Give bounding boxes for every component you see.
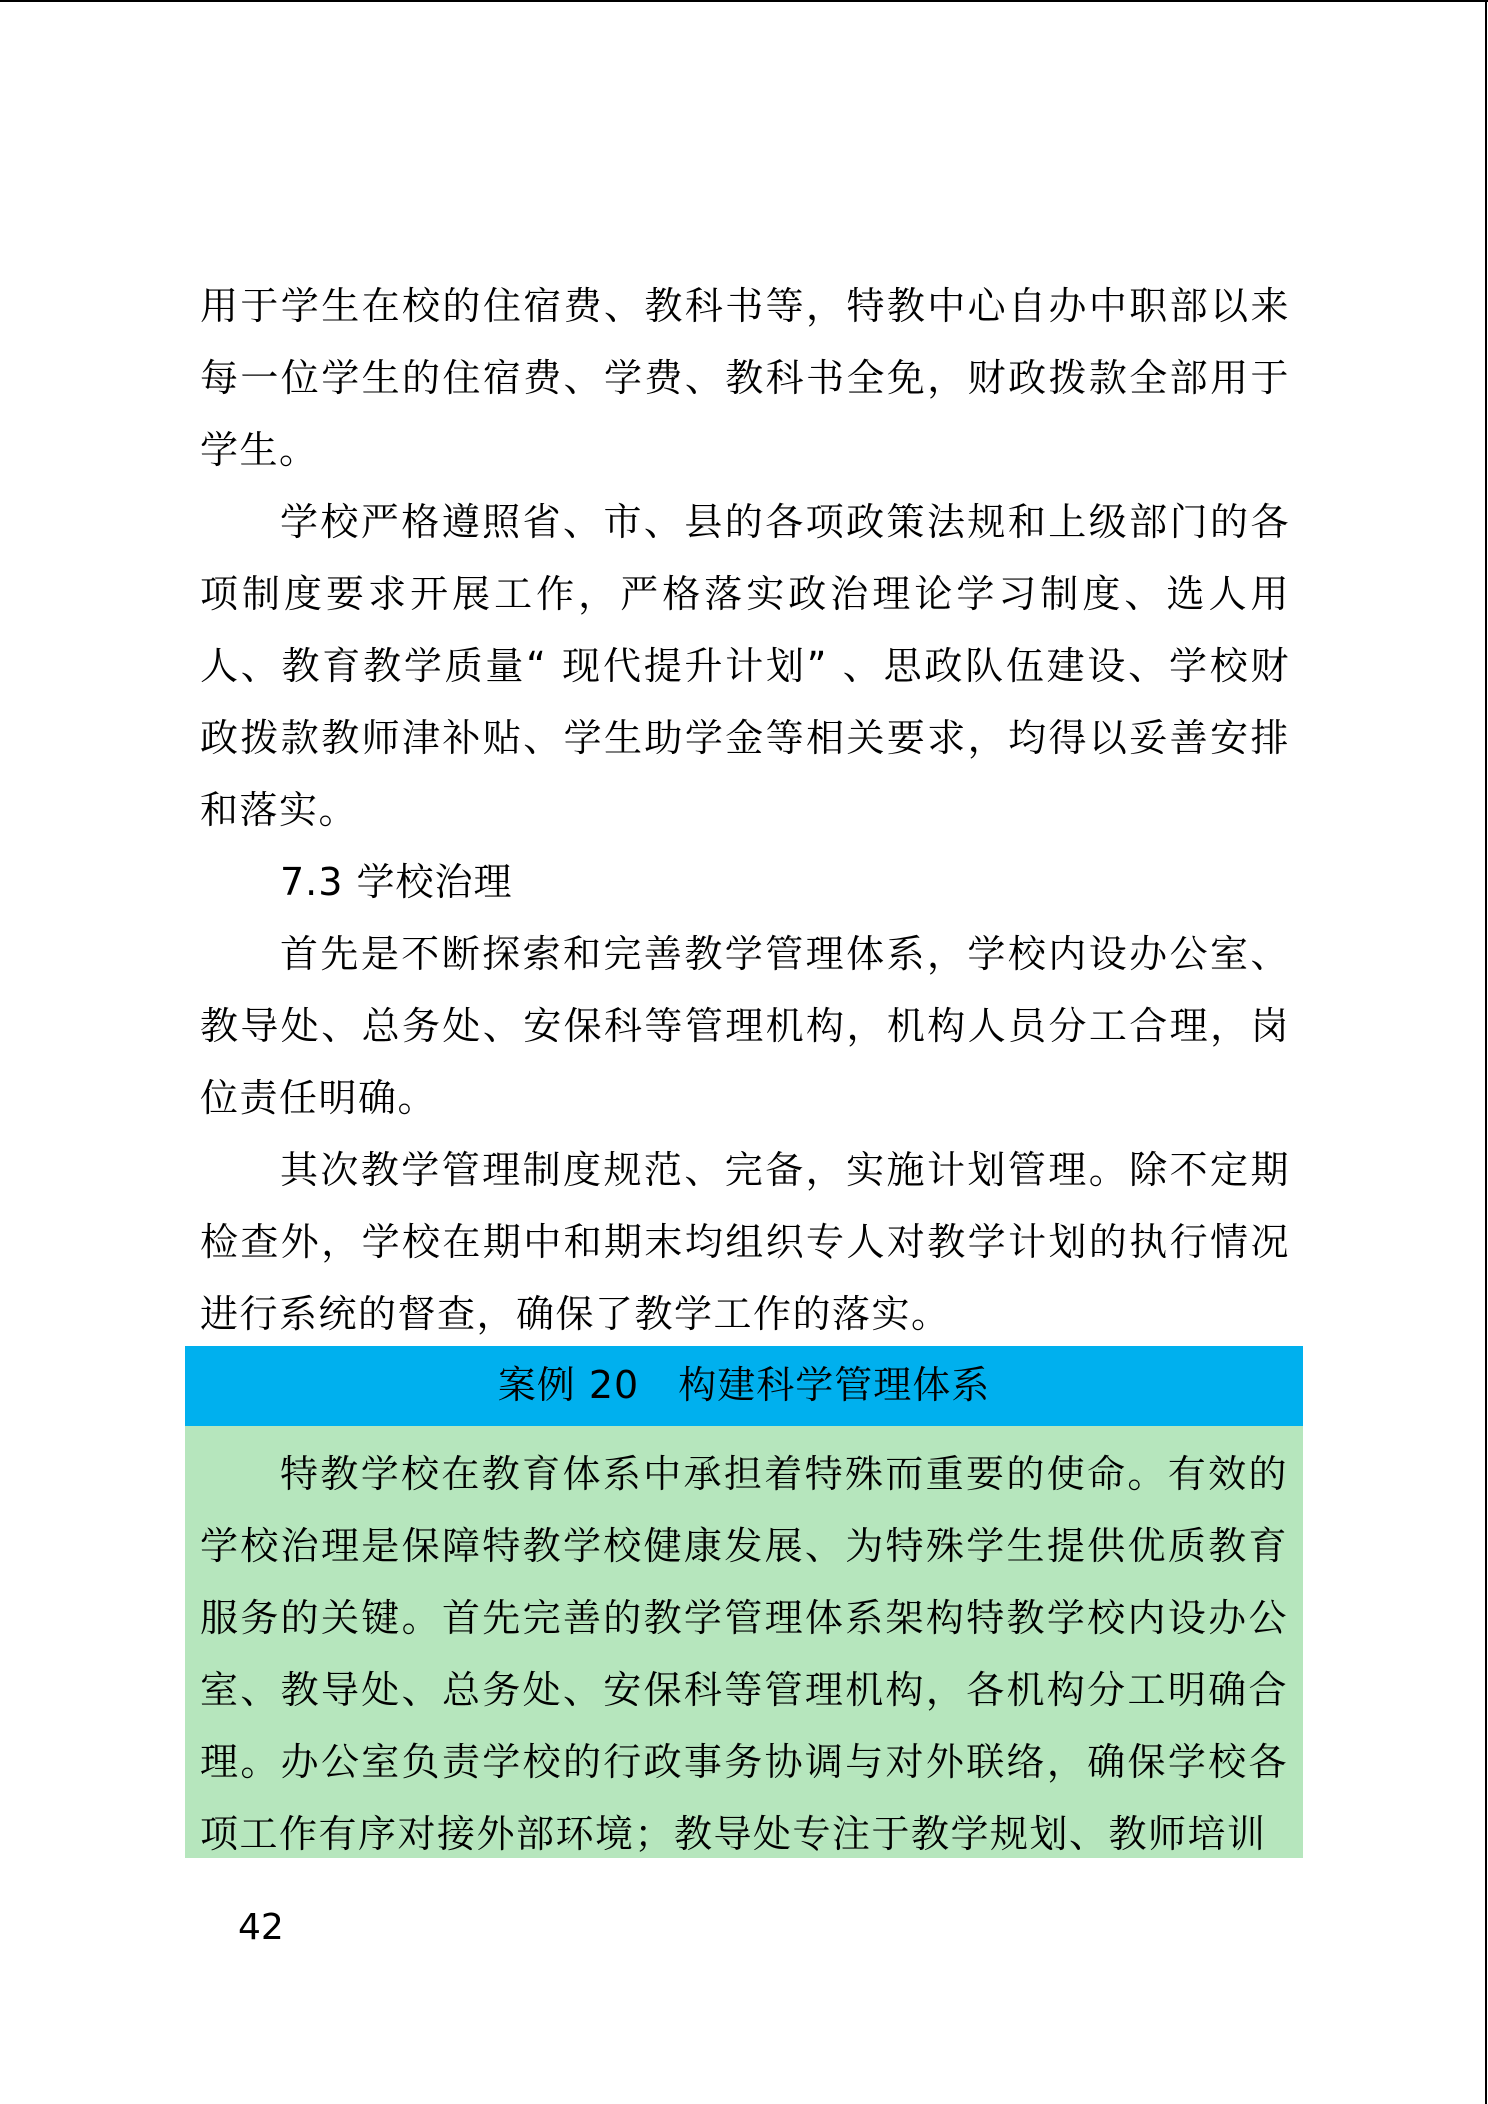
paragraph-management-system: 首先是不断探索和完善教学管理体系，学校内设办公室、教导处、总务处、安保科等管理机构，机构人员分工合理，岗位责任明确。 [200, 932, 1290, 1120]
main-text [200, 270, 1290, 1350]
case-box [185, 1346, 1303, 1858]
page-number: 42 [238, 1907, 284, 1948]
paragraph-policy: 学校严格遵照省、市、县的各项政策法规和上级部门的各项制度要求开展工作，严格落实政治理论学习制度、选人用人、教育教学质量“ 现代提升计划” 、思政队伍建设、学校财政拨款教师津补贴、学生助学金等相关要求，均得以妥善安排和落实。 [200, 500, 1290, 832]
top-border-line [0, 0, 1488, 2]
section-heading: 7.3 学校治理 [280, 860, 513, 904]
case-title: 案例 20 构建科学管理体系 [185, 1346, 1303, 1426]
right-border-line [1485, 0, 1487, 2104]
case-paragraph: 特教学校在教育体系中承担着特殊而重要的使命。有效的学校治理是保障特教学校健康发展、为特殊学生提供优质教育服务的关键。首先完善的教学管理体系架构特教学校内设办公室、教导处、总务处、安保科等管理机构，各机构分工明确合理。办公室负责学校的行政事务协调与对外联络，确保学校各项工作有序对接外部环境；教导处专注于教学规划、教师培训 [200, 1452, 1288, 1856]
case-body [185, 1426, 1303, 1858]
paragraph-management-rules: 其次教学管理制度规范、完备，实施计划管理。除不定期检查外，学校在期中和期末均组织专人对教学计划的执行情况进行系统的督查，确保了教学工作的落实。 [200, 1148, 1290, 1336]
paragraph-continuation: 用于学生在校的住宿费、教科书等，特教中心自办中职部以来每一位学生的住宿费、学费、教科书全免，财政拨款全部用于学生。 [200, 284, 1290, 472]
